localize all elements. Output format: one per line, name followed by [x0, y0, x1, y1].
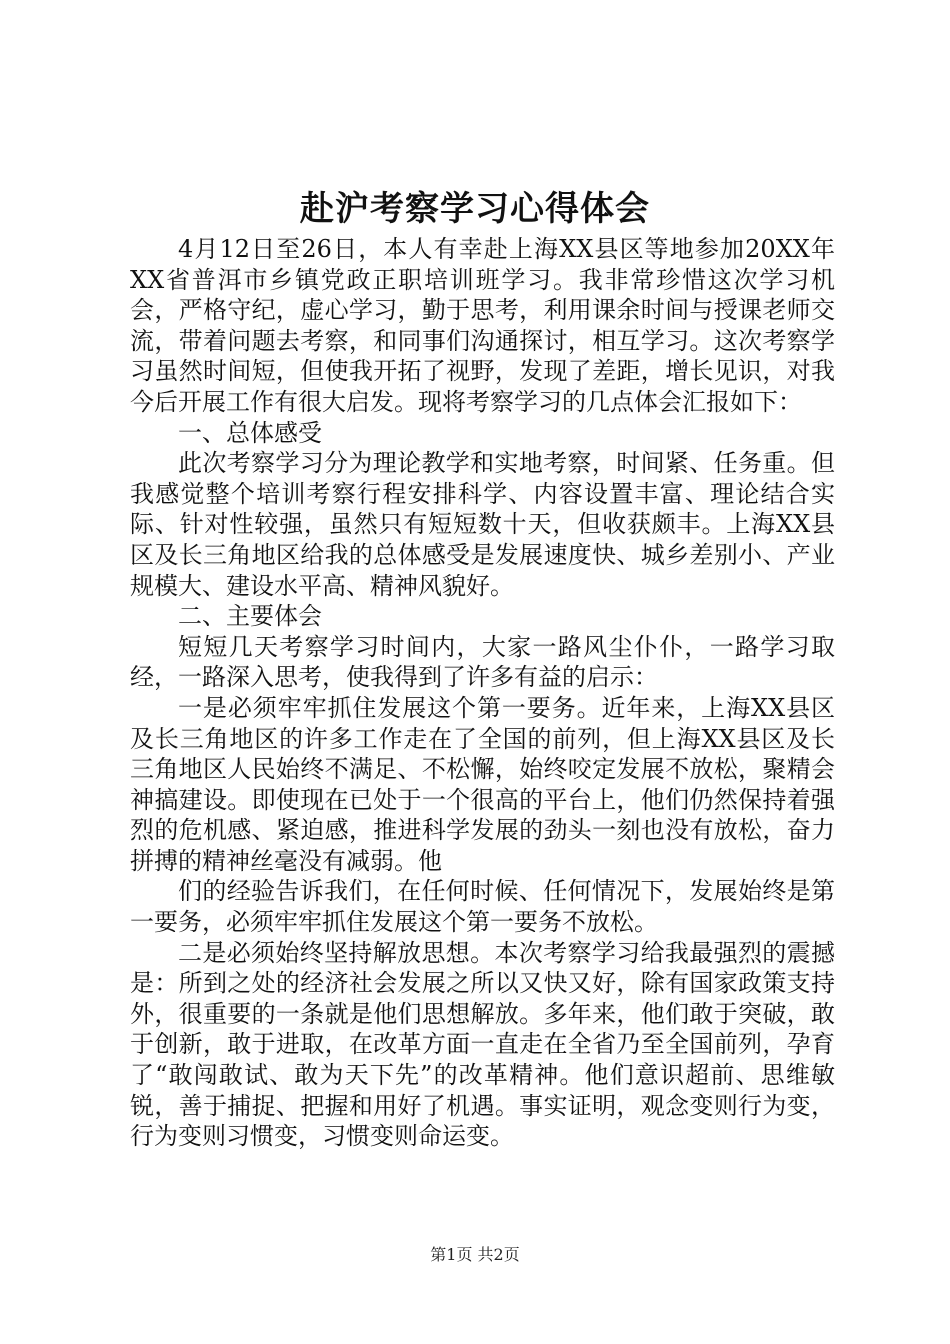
body-paragraph: 短短几天考察学习时间内，大家一路风尘仆仆，一路学习取经，一路深入思考，使我得到了许多有益的启示：: [130, 632, 835, 692]
document-title: 赴沪考察学习心得体会: [300, 189, 650, 229]
intro-paragraph: 4月12日至26日，本人有幸赴上海XX县区等地参加20XX年XX省普洱市乡镇党政正职培训班学习。我非常珍惜这次学习机会，严格守纪，虚心学习，勤于思考，利用课余时间与授课老师交流，带着问题去考察，和同事们沟通探讨，相互学习。这次考察学习虽然时间短，但使我开拓了视野，发现了差距，增长见识，对我今后开展工作有很大启发。现将考察学习的几点体会汇报如下：: [130, 235, 835, 416]
body-paragraph: 二是必须始终坚持解放思想。本次考察学习给我最强烈的震撼是：所到之处的经济社会发展之所以又快又好，除有国家政策支持外，很重要的一条就是他们思想解放。多年来，他们敢于突破，敢于创新，敢于进取，在改革方面一直走在全省乃至全国前列，孕育了“敢闯敢试、敢为天下先”的改革精神。他们意识超前、思维敏锐，善于捕捉、把握和用好了机遇。事实证明，观念变则行为变，行为变则习惯变，习惯变则命运变。: [130, 938, 835, 1151]
section-heading: 二、主要体会: [178, 602, 322, 631]
body-paragraph: 此次考察学习分为理论教学和实地考察，时间紧、任务重。但我感觉整个培训考察行程安排科学、内容设置丰富、理论结合实际、针对性较强，虽然只有短短数十天，但收获颇丰。上海XX县区及长三角地区给我的总体感受是发展速度快、城乡差别小、产业规模大、建设水平高、精神风貌好。: [130, 449, 835, 600]
body-paragraph: 们的经验告诉我们，在任何时候、任何情况下，发展始终是第一要务，必须牢牢抓住发展这个第一要务不放松。: [130, 877, 835, 937]
section-heading: 一、总体感受: [178, 418, 322, 447]
body-paragraph: 一是必须牢牢抓住发展这个第一要务。近年来，上海XX县区及长三角地区的许多工作走在了全国的前列，但上海XX县区及长三角地区人民始终不满足、不松懈，始终咬定发展不放松，聚精会神搞建设。即使现在已处于一个很高的平台上，他们仍然保持着强烈的危机感、紧迫感，推进科学发展的劲头一刻也没有放松，奋力拼搏的精神丝毫没有减弱。他: [130, 693, 835, 875]
document-body: [130, 234, 835, 1152]
page-number-footer: 第1页 共2页: [430, 1245, 520, 1264]
